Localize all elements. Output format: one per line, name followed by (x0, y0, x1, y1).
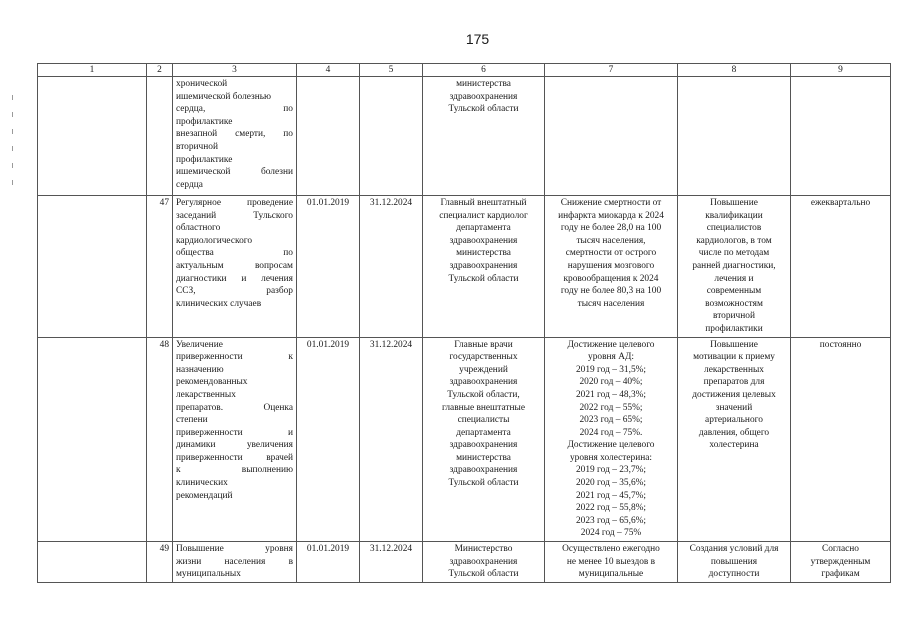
cell-start-date (297, 77, 360, 196)
cell-text-line: ежеквартально (810, 198, 871, 208)
cell-text-line: Тульской области (448, 478, 519, 489)
table-row (38, 196, 891, 338)
cell-text-line: давления, общего (698, 427, 770, 438)
cell-text-line: здравоохранения (449, 440, 518, 451)
cell-text-line: кардиологов, в том (696, 235, 772, 246)
cell-text-line: главные внештатные (442, 402, 525, 413)
column-header-row (38, 64, 891, 77)
table-row-continued (38, 77, 891, 196)
cell-text-line: лечения и (714, 273, 754, 284)
cell-text-line: 2023 год – 65,6%; (575, 515, 647, 526)
column-header: 3 (173, 64, 297, 77)
margin-mark (12, 129, 13, 134)
cell-frequency (791, 337, 891, 542)
cell-text-line: Тульской области, (447, 389, 520, 400)
cell-text-line: вторичной (713, 311, 755, 322)
cell-text-line: вторичной (176, 141, 218, 152)
cell-number: 48 (147, 337, 173, 542)
column-header: 1 (38, 64, 147, 77)
cell-text-line: степени (176, 415, 208, 426)
cell-text-line: современным (706, 286, 762, 297)
cell-frequency (791, 542, 891, 583)
cell-text-line: Тульской области (448, 104, 519, 115)
cell-text-line: департамента (456, 223, 511, 234)
cell-text-line: Повышение (710, 198, 758, 208)
cell-end-date (360, 77, 423, 196)
cell-description (173, 77, 297, 196)
cell-text-line: специалисты (457, 415, 510, 426)
cell-text-line: доступности (708, 569, 760, 580)
cell-text-line: Согласно (821, 544, 859, 555)
cell-text-line: общества по (176, 248, 293, 259)
column-header: 2 (147, 64, 173, 77)
cell-text-line: мотивации к приему (693, 352, 775, 363)
column-header: 6 (423, 64, 545, 77)
cell-text-line: 2022 год – 55,8%; (575, 503, 647, 514)
table-row (38, 542, 891, 583)
cell-text-line: числе по методам (698, 248, 770, 259)
cell-text-line: квалификации (705, 210, 763, 221)
cell-text-line: достижения целевых (692, 389, 776, 400)
cell-text-line: здравоохранения (449, 91, 518, 102)
margin-mark (12, 180, 13, 185)
cell-text-line: 2021 год – 45,7%; (575, 490, 647, 501)
margin-mark (12, 163, 13, 168)
cell-text-line: Создания условий для (689, 544, 779, 555)
cell-section (38, 77, 147, 196)
cell-section (38, 542, 147, 583)
cell-indicator (545, 542, 678, 583)
cell-text-line: смертности от острого (565, 248, 657, 259)
cell-text-line: Тульской области (448, 273, 519, 284)
cell-text-line: клинических случаев (176, 298, 262, 309)
cell-text-line: уровня АД: (588, 352, 634, 363)
cell-text-line: к выполнению (176, 465, 293, 476)
cell-text-line: департамента (456, 427, 511, 438)
cell-text-line: приверженности и (176, 427, 293, 438)
page-number: 175 (465, 31, 490, 47)
cell-text-line: здравоохранения (449, 235, 518, 246)
column-header: 4 (297, 64, 360, 77)
cell-frequency (791, 196, 891, 338)
cell-text-line: здравоохранения (449, 556, 518, 567)
cell-result (678, 77, 791, 196)
cell-text-line: холестерина (709, 440, 759, 451)
cell-description (173, 337, 297, 542)
cell-responsible (423, 542, 545, 583)
cell-section (38, 337, 147, 542)
cell-text-line: кровообращения к 2024 (563, 273, 659, 284)
cell-text-line: Повышение (710, 339, 758, 350)
margin-mark (12, 95, 13, 100)
cell-responsible (423, 196, 545, 338)
cell-result (678, 196, 791, 338)
cell-text-line: специалистов (706, 223, 762, 234)
cell-text-line: муниципальные (578, 569, 644, 580)
cell-text-line: нарушения мозгового (567, 260, 655, 271)
cell-text-line: утвержденным (810, 556, 871, 567)
cell-text-line: актуальным вопросам (176, 260, 293, 271)
margin-mark (12, 146, 13, 151)
cell-text-line: повышения (710, 556, 758, 567)
cell-text-line: 2019 год – 23,7%; (575, 465, 647, 476)
cell-text-line: уровня холестерина: (569, 452, 653, 463)
cell-indicator (545, 337, 678, 542)
cell-text-line: государственных (449, 352, 518, 363)
cell-text-line: 2019 год – 31,5%; (575, 364, 647, 375)
cell-text-line: артериального (705, 415, 763, 426)
cell-text-line: году не более 80,3 на 100 (560, 286, 662, 297)
cell-text-line: ишемической болезнью (176, 91, 272, 102)
cell-text-line: рекомендованных (176, 377, 248, 388)
cell-text-line: Регулярное проведение (176, 198, 293, 208)
cell-text-line: Главные врачи (454, 339, 513, 350)
cell-text-line: приверженности к (176, 352, 293, 363)
cell-text-line: 2023 год – 65%; (579, 415, 643, 426)
column-header: 8 (678, 64, 791, 77)
cell-text-line: областного (176, 223, 221, 234)
column-header: 7 (545, 64, 678, 77)
cell-text-line: ранней диагностики, (692, 260, 776, 271)
cell-text-line: Тульской области (448, 569, 519, 580)
cell-text-line: рекомендаций (176, 490, 233, 501)
cell-text-line: министерства (456, 79, 511, 89)
cell-text-line: приверженности врачей (176, 452, 293, 463)
cell-text-line: назначению (176, 364, 224, 375)
cell-text-line: не менее 10 выездов в (566, 556, 656, 567)
cell-text-line: Повышение уровня (176, 544, 293, 555)
action-plan-table (37, 63, 891, 583)
cell-number: 49 (147, 542, 173, 583)
cell-text-line: постоянно (819, 339, 862, 350)
cell-number: 47 (147, 196, 173, 338)
cell-text-line: диагностики и лечения (176, 273, 293, 284)
cell-text-line: препаратов для (703, 377, 765, 388)
cell-text-line: здравоохранения (449, 465, 518, 476)
cell-text-line: Снижение смертности от (560, 198, 662, 208)
cell-text-line: тысяч населения (577, 298, 645, 309)
column-header: 9 (791, 64, 891, 77)
cell-text-line: сердца, по (176, 104, 293, 115)
cell-text-line: здравоохранения (449, 377, 518, 388)
cell-text-line: ишемической болезни (176, 167, 293, 178)
cell-result (678, 337, 791, 542)
cell-text-line: 2021 год – 48,3%; (575, 389, 647, 400)
margin-marks (12, 95, 13, 197)
table-row (38, 337, 891, 542)
cell-start-date: 01.01.2019 (297, 542, 360, 583)
cell-text-line: ССЗ, разбор (176, 286, 293, 297)
cell-end-date: 31.12.2024 (360, 542, 423, 583)
cell-text-line: кардиологического (176, 235, 253, 246)
cell-text-line: 2024 год – 75% (580, 528, 642, 539)
margin-mark (12, 112, 13, 117)
cell-text-line: министерства (456, 248, 511, 259)
cell-text-line: учреждений (459, 364, 508, 375)
cell-text-line: сердца (176, 179, 203, 190)
cell-frequency (791, 77, 891, 196)
cell-text-line: министерства (456, 452, 511, 463)
cell-responsible (423, 77, 545, 196)
cell-text-line: профилактики (705, 323, 763, 334)
cell-text-line: профилактике (176, 154, 233, 165)
cell-text-line: Главный внештатный (440, 198, 527, 208)
cell-text-line: лекарственных (704, 364, 764, 375)
cell-indicator (545, 77, 678, 196)
cell-text-line: тысяч населения, (576, 235, 646, 246)
cell-text-line: Осуществлено ежегодно (562, 544, 660, 555)
cell-text-line: внезапной смерти, по (176, 129, 293, 140)
cell-start-date: 01.01.2019 (297, 337, 360, 542)
cell-description (173, 196, 297, 338)
cell-text-line: препаратов. Оценка (176, 402, 293, 413)
cell-text-line: хронической (176, 79, 228, 89)
cell-end-date: 31.12.2024 (360, 196, 423, 338)
cell-text-line: профилактике (176, 116, 233, 127)
cell-section (38, 196, 147, 338)
cell-text-line: графикам (821, 569, 860, 580)
cell-text-line: заседаний Тульского (176, 210, 293, 221)
cell-result (678, 542, 791, 583)
cell-text-line: Министерство (454, 544, 513, 555)
cell-text-line: лекарственных (176, 389, 236, 400)
cell-text-line: Достижение целевого (567, 339, 655, 350)
cell-description (173, 542, 297, 583)
cell-text-line: специалист кардиолог (439, 210, 528, 221)
cell-text-line: здравоохранения (449, 260, 518, 271)
cell-indicator (545, 196, 678, 338)
cell-text-line: 2022 год – 55%; (579, 402, 643, 413)
cell-text-line: году не более 28,0 на 100 (560, 223, 662, 234)
cell-text-line: возможностям (705, 298, 763, 309)
cell-text-line: клинических (176, 478, 228, 489)
cell-text-line: значений (715, 402, 753, 413)
cell-start-date: 01.01.2019 (297, 196, 360, 338)
column-header: 5 (360, 64, 423, 77)
cell-end-date: 31.12.2024 (360, 337, 423, 542)
cell-text-line: инфаркта миокарда к 2024 (558, 210, 664, 221)
cell-text-line: 2020 год – 40%; (579, 377, 643, 388)
cell-text-line: Увеличение (176, 339, 223, 350)
cell-number (147, 77, 173, 196)
cell-text-line: Достижение целевого (567, 440, 655, 451)
cell-text-line: муниципальных (176, 569, 241, 580)
cell-text-line: динамики увеличения (176, 440, 293, 451)
cell-text-line: 2024 год – 75%. (579, 427, 643, 438)
cell-text-line: 2020 год – 35,6%; (575, 478, 647, 489)
cell-responsible (423, 337, 545, 542)
cell-text-line: жизни населения в (176, 556, 293, 567)
